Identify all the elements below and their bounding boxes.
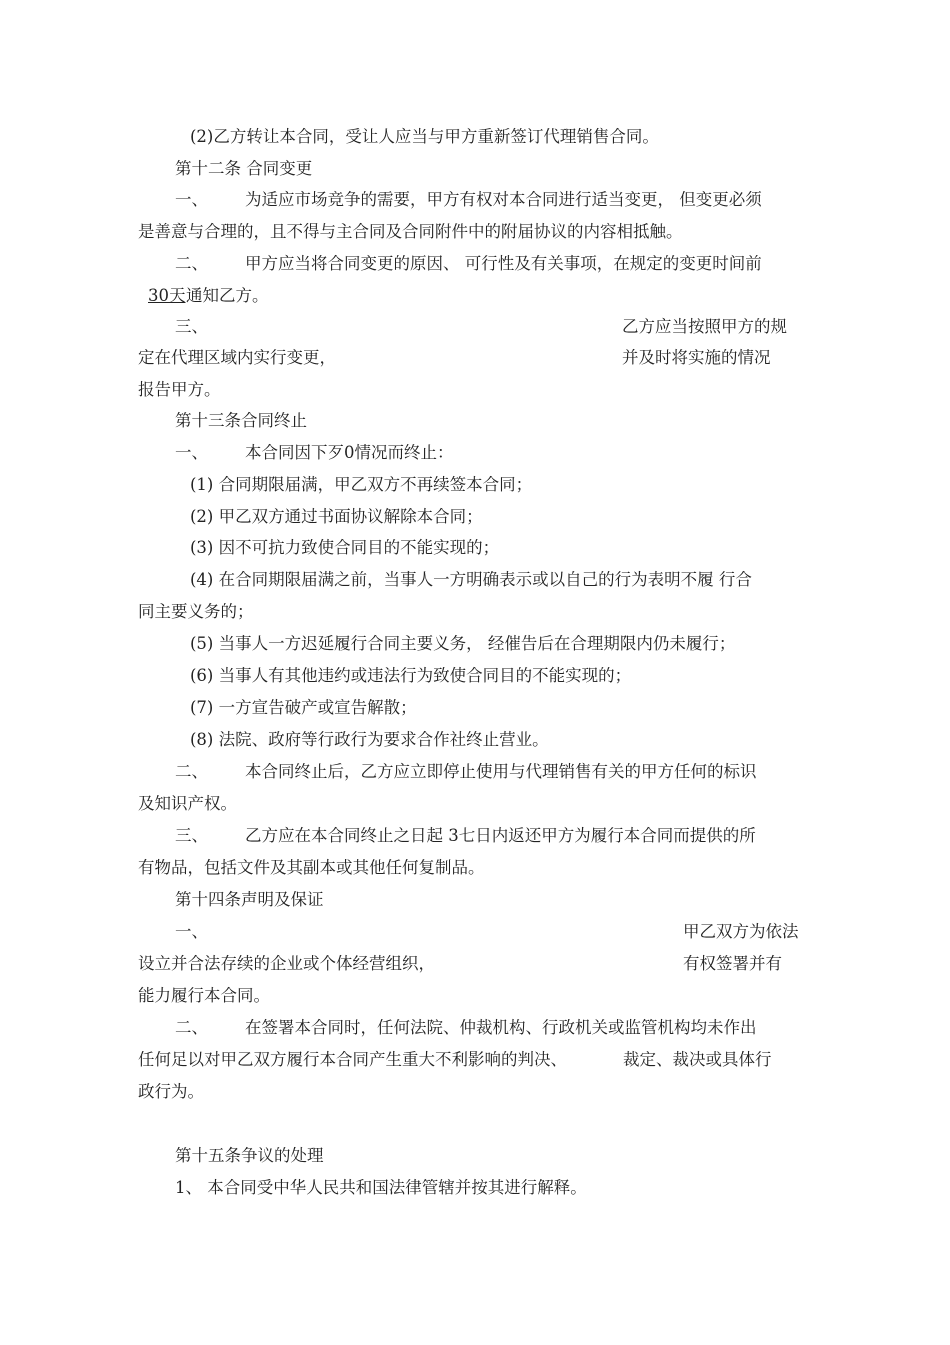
article-12-para-3-end: 报告甲方。 <box>138 380 221 399</box>
termination-item-6: (6) 当事人有其他违约或违法行为致使合同目的不能实现的； <box>190 666 632 685</box>
article-12-para-3-cont-b: 并及时将实施的情况 <box>622 348 771 367</box>
article-12-para-3-number: 三、 <box>175 317 208 336</box>
termination-item-8: (8) 法院、政府等行政行为要求合作社终止营业。 <box>190 730 549 749</box>
article-12-para-1-cont: 是善意与合理的，且不得与主合同及合同附件中的附届协议的内容相抵触。 <box>138 222 683 241</box>
article-14-para-2-cont-a: 任何足以对甲乙双方履行本合同产生重大不利影响的判决、 <box>138 1050 567 1069</box>
article-12-para-2-number: 二、 <box>175 254 208 273</box>
termination-item-2: (2) 甲乙双方通过书面协议解除本合同； <box>190 507 483 526</box>
article-13-para-2-number: 二、 <box>175 762 208 781</box>
article-13-para-3-number: 三、 <box>175 826 208 845</box>
termination-item-4: (4) 在合同期限届满之前，当事人一方明确表示或以自己的行为表明不履 行合 <box>190 570 752 589</box>
termination-item-3: (3) 因不可抗力致使合同目的不能实现的； <box>190 538 500 557</box>
article-14-para-2-end: 政行为。 <box>138 1082 204 1101</box>
article-13-para-3-text: 乙方应在本合同终止之日起 3七日内返还甲方为履行本合同而提供的所 <box>245 826 756 845</box>
termination-item-1: (1) 合同期限届满，甲乙双方不再续签本合同； <box>190 475 533 494</box>
article-12-para-3-text: 乙方应当按照甲方的规 <box>622 317 787 336</box>
termination-item-4-cont: 同主要义务的； <box>138 602 254 621</box>
article-14-heading: 第十四条声明及保证 <box>175 890 324 909</box>
article-13-para-1-number: 一、 <box>175 443 208 462</box>
article-14-para-1-cont-b: 有权签署并有 <box>683 954 782 973</box>
article-13-para-2-cont: 及知识产权。 <box>138 794 237 813</box>
article-14-para-1-text: 甲乙双方为依法 <box>683 922 799 941</box>
article-13-para-2-text: 本合同终止后，乙方应立即停止使用与代理销售有关的甲方任何的标识 <box>245 762 757 781</box>
article-12-para-1-number: 一、 <box>175 190 208 209</box>
article-12-heading: 第十二条 合同变更 <box>175 159 313 178</box>
termination-item-5: (5) 当事人一方迟延履行合同主要义务， 经催告后在合理期限内仍未履行； <box>190 634 736 653</box>
article-13-para-3-cont: 有物品，包括文件及其副本或其他任何复制品。 <box>138 858 485 877</box>
article-12-para-2-cont: 通知乙方。 <box>186 286 269 305</box>
article-12-para-2-text: 甲方应当将合同变更的原因、 可行性及有关事项，在规定的变更时间前 <box>245 254 762 273</box>
article-15-heading: 第十五条争议的处理 <box>175 1146 324 1165</box>
article-14-para-2-cont-b: 裁定、裁决或具体行 <box>623 1050 772 1069</box>
article-14-para-2-text: 在签署本合同时，任何法院、仲裁机构、行政机关或监管机构均未作出 <box>245 1018 757 1037</box>
article-12-para-1-text: 为适应市场竞争的需要，甲方有权对本合同进行适当变更， 但变更必须 <box>245 190 762 209</box>
article-12-para-3-cont-a: 定在代理区域内实行变更， <box>138 348 336 367</box>
article-14-para-1-cont-a: 设立并合法存续的企业或个体经营组织， <box>138 954 435 973</box>
article-15-para-1: 1、 本合同受中华人民共和国法律管辖并按其进行解释。 <box>175 1178 587 1197</box>
article-13-heading: 第十三条合同终止 <box>175 411 307 430</box>
clause-11-item-2: (2)乙方转让本合同，受让人应当与甲方重新签订代理销售合同。 <box>190 127 659 146</box>
article-14-para-1-end: 能力履行本合同。 <box>138 986 270 1005</box>
article-14-para-1-number: 一、 <box>175 922 208 941</box>
article-13-para-1-text: 本合同因下歹0情况而终止： <box>245 443 454 462</box>
termination-item-7: (7) 一方宣告破产或宣告解散； <box>190 698 417 717</box>
notice-period-value: 30天 <box>148 286 186 305</box>
article-14-para-2-number: 二、 <box>175 1018 208 1037</box>
